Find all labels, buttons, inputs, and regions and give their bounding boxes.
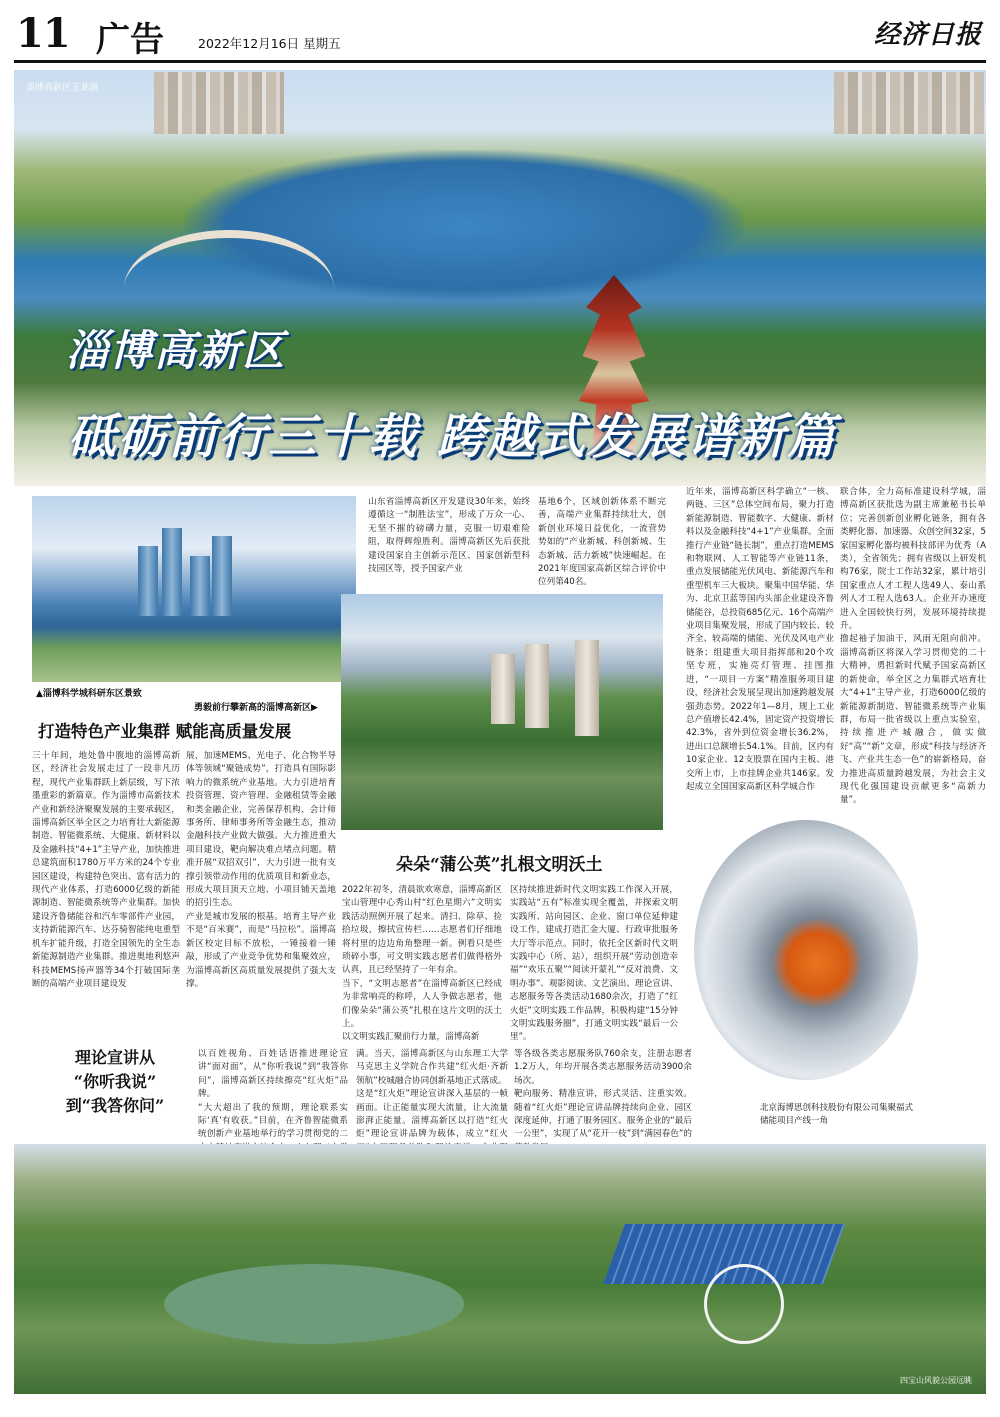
photo-high-tech-zone <box>341 594 663 830</box>
ferris-wheel <box>704 1264 784 1344</box>
hero-image <box>14 70 986 486</box>
page-number: 11 <box>16 10 70 57</box>
theory-col-2: 满。当天，淄博高新区与山东理工大学马克思主义学院合作共建“红火炬·齐新领航”校城融合协同创新基地正式落成。 这是“红火炬”理论宣讲深入基层的一帧画面。让正能量实现大流量，让大流量澎湃正能量。淄博高新区以打造“红火炬”理论宣讲品牌为载体，成立“红火 <box>356 1049 508 1140</box>
building <box>491 654 515 724</box>
photo1-caption: ▲淄博科学城科研东区景致 <box>36 689 142 699</box>
building <box>525 644 549 728</box>
innovation-col-2: 联合体，全力高标准建设科学城，淄博高新区获批选为副主席兼秘书长单位；完善创新创业孵化链条，拥有各类孵化器、加速器、众创空间32家，5家国家孵化器均被科技部评为优秀（A类），全省领先；拥有省级以上研发机构76家，院士工作站32家，累计培引国家重点人才工程人选49人、泰山系列人才工程人选63人。企业开办速度进入全国较快行列，发展环境持续提升。 撸起袖子加油干，风雨无阻向前冲。淄博高新区将深入学习贯彻党的二十大精神，勇担新时代赋予国家高新区的新使命，举全区之力集群式培育壮大“4+1”主导产业，打造6000亿级的新能源新制造、智能微系统等产业集群，布局一批省级以上重点实验室，持续推进产城融合，做实做好“高”“新”文章，形成“科技与经济齐飞、产业共生态一色”的崭新格局，奋力推进高质量跨越发展，为社会主义现代化强国建设贡献更多“高新力量”。 <box>840 487 986 806</box>
masthead <box>0 0 1000 66</box>
industry-col-2: 展，加速MEMS、光电子、化合物半导体等领域“聚链成势”，打造具有国际影响力的微系统产业基地。大力引进培育投资管理、资产管理、金融租赁等金融和类金融企业，完善保荐机构、会计师事务所、律师事务所等金融生态，推动金融科技产业做大做强。大力推进重大项目建设，靶向解决难点堵点问题。精准开展“双招双引”，大力引进一批有支撑引领带动作用的优质项目和新业态，形成大项目顶天立地、小项目铺天盖地的招引生态。 产业是城市发展的根基。培育主导产业不是“百米赛”，而是“马拉松”。淄博高新区校定目标不放松，一锤接着一锤敲，形成了产业竞争优势和集聚效应，为淄博高新区高质量发展提供了强大支撑。 <box>186 751 336 989</box>
theory-col-1: 以百姓视角、百姓话语推进理论宣讲“面对面”，从“你听我说”到“我答你问”，淄博高新区持续擦亮“红火炬”品牌。 “大大超出了我的预期，理论联系实际‘真’有收获。”目前，在齐鲁智能微系统创新产业基地举行的学习贯彻党的二 <box>198 1049 348 1140</box>
tower <box>212 536 232 616</box>
civility-col-1: 2022年初冬，清晨欲欢寒意，淄博高新区宝山管理中心秀山村“红色星期六”文明实践活动照例开展了起来。清扫、除草、捡拾垃圾，擦拭宣传栏……志愿者们仔细地将村里的边边角角整理一新。例看只是些琐碎小事，可文明实践志愿者们做得格外认真，且已经坚持了一年有余。 当下，“文明志愿者”在淄博高新区已经成为非常响亮的称呼，人人争做志愿者，他们像朵朵“蒲公英”扎根在这片文明的沃土上。 以文明实践汇聚前行力量，淄博高新 <box>342 885 502 1043</box>
bottom-caption: 四宝山风貌公园远眺 <box>900 1376 972 1385</box>
photo-science-city <box>32 496 356 682</box>
masthead-rule <box>14 60 986 63</box>
hero-caption: 淄博高新区玉龙湖 <box>26 83 99 93</box>
photo-robot-production-line <box>694 820 918 1080</box>
section-title: 广告 <box>96 20 164 60</box>
civility-headline: 朵朵“蒲公英”扎根文明沃土 <box>396 855 603 875</box>
pond <box>164 1264 464 1344</box>
building <box>575 640 599 736</box>
skyline-right <box>834 72 984 134</box>
intro-col-1: 山东省淄博高新区开发建设30年来，始终遵循这一“制胜法宝”，形成了万众一心、无坚不摧的磅礴力量，克服一切艰难险阻，取得辉煌胜利。淄博高新区先后获批建设国家自主创新示范区、国家创新型科技园区等，授予国家产业 <box>368 497 530 575</box>
issue-date: 2022年12月16日 星期五 <box>198 36 341 51</box>
photo-park-aerial <box>14 1144 986 1394</box>
photo2-caption: 勇毅前行攀新高的淄博高新区▶ <box>194 703 318 713</box>
industry-headline: 打造特色产业集群 赋能高质量发展 <box>38 722 292 741</box>
theory-headline: 理论宣讲从 “你听我说” 到“我答你问” <box>65 1048 165 1115</box>
hero-title-line2: 砥砺前行三十载 跨越式发展谱新篇 <box>68 409 837 465</box>
tower <box>138 546 158 616</box>
tower <box>190 556 210 616</box>
industry-col-1: 三十年间，地处鲁中腹地的淄博高新区，经济社会发展走过了一段非凡历程，现代产业集群跃上新层级，写下浓墨重彩的新篇章。作为淄博市高新技术产业和新经济聚聚发展的主要承载区，淄博高新区举全区之力培育壮大新能源制造、智能微系统、大健康、新材料以及金融科技“4+1”主导产业，加快推进总建筑面积1780万平方米的24个专业园区建设，构建特色突出、富有活力的现代产业体系，打造6000亿级的新能源制造、智能微系统等产业集群。加快建设齐鲁储能谷和汽车零部件产业园，支持新能源汽车、达芬骑智能纯电重型机车扩能升级，打造全国领先的全生态新能源制造产业集群。推进奥地利悠声科技MEMS扬声器等34个打破国际垄断的高端产业项目建设发 <box>32 751 180 989</box>
newspaper-logo: 经济日报 <box>873 20 982 50</box>
hero-title-line1: 淄博高新区 <box>66 326 287 375</box>
innovation-col-1: 近年来，淄博高新区科学确立“一核、两链、三区”总体空间布局，聚力打造新能源制造、智能数字、大健康、新材料以及金融科技“4+1”产业集群。全面推行产业链“链长制”，重点打造MEMS和物联网、人工智能等产业链11条，重点发展储能光伏风电、新能源汽车和重型机车三大板块。聚集中国华能、华为、北京卫蓝等国内头部企业建设齐鲁储能谷，总投资685亿元、16个高端产业项目集聚发展，形成了国内较长、较齐全、较高端的储能、光伏及风电产业链条；组建重大项目指挥部和20个攻坚专班，实施亮灯管理、挂图推进，“一项目一方案”精准服务项目建设，经济社会发展呈现出加速跨越发展强劲态势。2022年1—8月，规上工业总产值增长42.4%，固定资产投资增长42.3%，省外到位资金增长36.2%，进出口总额增长54.1%。目前，区内有10家企业、12支股票在国内主板、港交所上市，上市挂牌企业共146家。发起成立全国国家高新区科学城合作 <box>686 487 834 792</box>
tower <box>162 528 182 616</box>
intro-col-2: 基地6个，区域创新体系不断完善，高端产业集群持续壮大，创新创业环境日益优化，一流营势势如的“产业新城、科创新城、生态新城、活力新城”快速崛起。在2021年度国家高新区综合评价中位列第40名。 <box>538 497 666 588</box>
robot-caption: 北京海博思创科技股份有限公司集聚福式储能项目产线一角 <box>760 1103 914 1126</box>
civility-col-2: 区持续推进新时代文明实践工作深入开展，实践站“五有”标准实现全覆盖，并探索文明实践所、站向园区、企业、窗口单位延伸建设工作，建成打造汇金大厦、行政审批服务大厅等示范点。同时，依托全区新时代文明实践中心（所、站），组织开展“劳动创造幸福”“欢乐五聚”“阅读开蒙礼”“反对浪费、文明办事”、观影阅读、文艺演出、理论宣讲、志愿服务等各类活动1680余次，打造了“红火炬”文明实践工作品牌，积极构建“15分钟文明实践服务圈”，打通文明实践“最后一公里”。 <box>510 885 678 1043</box>
theory-col-3: 等各级各类志愿服务队760余支，注册志愿者1.2万人，年均开展各类志愿服务活动3900余场次。 靶向服务、精准宣讲，形式灵活、注重实效。随着“红火炬”理论宣讲品牌持续向企业、园区深度延伸，打通了服务园区、服务企业的“最后一公里”，实现了从“花开一枝”到“满园春色”的 <box>514 1049 692 1140</box>
skyline-left <box>154 72 284 134</box>
